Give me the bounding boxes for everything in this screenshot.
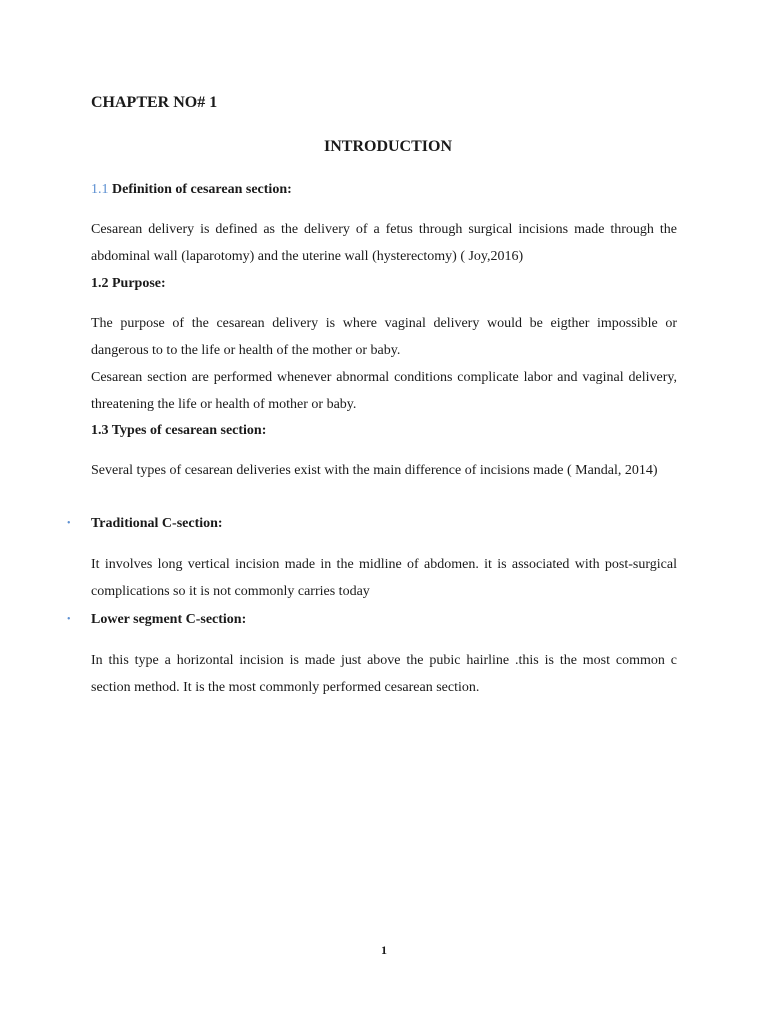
bullet-heading-lower-segment: Lower segment C-section: [91,612,247,627]
page-number: 1 [381,943,387,957]
bullet-marker: • [67,518,71,529]
section-title: INTRODUCTION [323,138,452,155]
heading-types [91,423,266,439]
paragraph-types: Several types of cesarean deliveries exist with the main difference of incisions made ( Mandal, 2014) [91,463,658,478]
heading-text: Purpose: [112,276,166,291]
paragraph-traditional: It involves long vertical incision made in the midline of abdomen. it is associated with post-surgical complications so it is not commonly carries today [91,557,677,599]
heading-number: 1.3 [91,423,109,438]
paragraph-definition: Cesarean delivery is defined as the delivery of a fetus through surgical incisions made through the abdominal wall (laparotomy) and the uterine wall (hysterectomy) ( Joy,2016) [91,222,677,264]
heading-purpose [91,276,166,292]
bullet-heading-traditional: Traditional C-section: [91,516,223,531]
chapter-title: CHAPTER NO# 1 [91,94,218,111]
heading-number: 1.2 [91,276,109,291]
heading-number: 1.1 [91,182,109,197]
bullet-marker: • [67,614,71,625]
paragraph-lower-segment: In this type a horizontal incision is made just above the pubic hairline .this is the most common c section method. It is the most commonly performed cesarean section. [91,653,677,695]
paragraph-purpose-1: The purpose of the cesarean delivery is where vaginal delivery would be eigther impossible or dangerous to to the life or health of the mother or baby. [91,316,677,358]
heading-text: Definition of cesarean section: [112,182,292,197]
paragraph-purpose-2: Cesarean section are performed whenever abnormal conditions complicate labor and vaginal delivery, threatening the life or health of mother or baby. [91,370,677,412]
heading-text: Types of cesarean section: [111,423,267,438]
heading-definition [91,182,292,198]
